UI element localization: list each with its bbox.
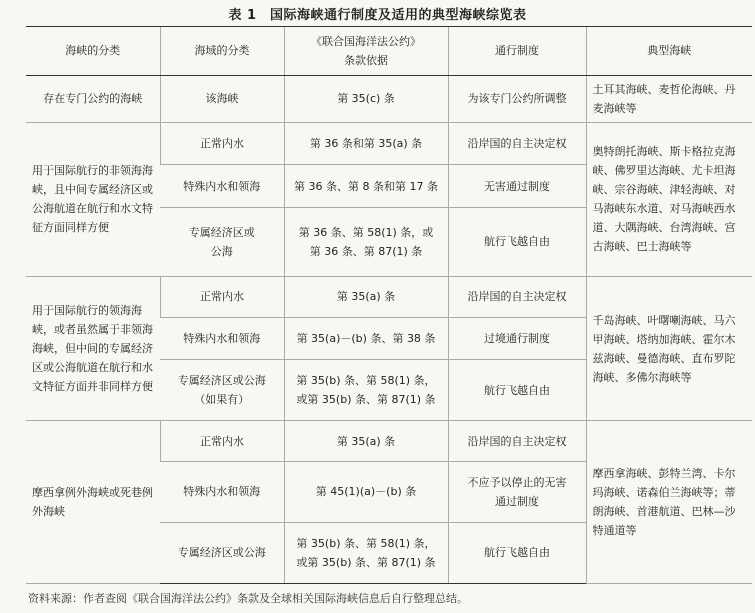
table-row (26, 75, 752, 122)
header-cell: 通行制度 (448, 27, 586, 76)
article-cell: 第 35(a)－(b) 条、第 38 条 (284, 317, 448, 360)
typical-straits-cell: 摩西拿海峡、彭特兰湾、卡尔玛海峡、诺森伯兰海峡等；蒂朗海峡、首港航道、巴林—沙特通道等 (586, 421, 752, 584)
article-cell: 第 35(b) 条、第 58(1) 条， 或第 35(b) 条、第 87(1) 条 (284, 522, 448, 583)
article-cell: 第 36 条、第 8 条和第 17 条 (284, 165, 448, 208)
sea-area-cell: 正常内水 (160, 277, 284, 318)
table-row (26, 122, 752, 165)
article-cell: 第 45(1)(a)－(b) 条 (284, 462, 448, 523)
sea-area-cell: 正常内水 (160, 421, 284, 462)
header-row (26, 27, 752, 76)
header-cell: 海峡的分类 (26, 27, 160, 76)
sea-area-cell: 专属经济区或 公海 (160, 207, 284, 276)
sea-area-cell: 特殊内水和领海 (160, 462, 284, 523)
article-cell: 第 35(c) 条 (284, 75, 448, 122)
strait-category-cell: 用于国际航行的领海海峡，或者虽然属于非领海海峡，但中间的专属经济区或公海航道在航行和水文特征方面并非同样方便 (26, 277, 160, 421)
sea-area-cell: 特殊内水和领海 (160, 165, 284, 208)
header-cell: 典型海峡 (586, 27, 752, 76)
table-row (26, 421, 752, 462)
passage-regime-cell: 航行飞越自由 (448, 522, 586, 583)
passage-regime-cell: 为该专门公约所调整 (448, 75, 586, 122)
header-cell: 《联合国海洋法公约》 条款依据 (284, 27, 448, 76)
table-title: 表 1 国际海峡通行制度及适用的典型海峡综览表 (228, 8, 527, 23)
table-row (26, 277, 752, 318)
passage-regime-cell: 无害通过制度 (448, 165, 586, 208)
sea-area-cell: 专属经济区或公海 （如果有） (160, 360, 284, 421)
article-cell: 第 35(b) 条、第 58(1) 条， 或第 35(b) 条、第 87(1) 条 (284, 360, 448, 421)
sea-area-cell: 特殊内水和领海 (160, 317, 284, 360)
article-cell: 第 36 条、第 58(1) 条，或 第 36 条、第 87(1) 条 (284, 207, 448, 276)
source-note: 资料来源：作者查阅《联合国海洋法公约》条款及全球相关国际海峡信息后自行整理总结。 (28, 592, 468, 605)
passage-regime-cell: 过境通行制度 (448, 317, 586, 360)
sea-area-cell: 正常内水 (160, 122, 284, 165)
passage-regime-cell: 沿岸国的自主决定权 (448, 122, 586, 165)
sea-area-cell: 专属经济区或公海 (160, 522, 284, 583)
typical-straits-cell: 奥特朗托海峡、斯卡格拉克海峡、佛罗里达海峡、尤卡坦海峡、宗谷海峡、津轻海峡、对马海峡东水道、对马海峡西水道、大隅海峡、台湾海峡、宫古海峡、巴士海峡等 (586, 122, 752, 276)
article-cell: 第 36 条和第 35(a) 条 (284, 122, 448, 165)
passage-regime-cell: 不应予以停止的无害 通过制度 (448, 462, 586, 523)
passage-regime-cell: 航行飞越自由 (448, 207, 586, 276)
article-cell: 第 35(a) 条 (284, 277, 448, 318)
passage-regime-cell: 沿岸国的自主决定权 (448, 421, 586, 462)
header-cell: 海域的分类 (160, 27, 284, 76)
sea-area-cell: 该海峡 (160, 75, 284, 122)
passage-regime-cell: 沿岸国的自主决定权 (448, 277, 586, 318)
typical-straits-cell: 千岛海峡、叶曙喇海峡、马六甲海峡、塔纳加海峡、霍尔木兹海峡、曼德海峡、直布罗陀海峡、多佛尔海峡等 (586, 277, 752, 421)
strait-table (26, 26, 752, 584)
strait-category-cell: 存在专门公约的海峡 (26, 75, 160, 122)
strait-category-cell: 用于国际航行的非领海海峡，且中间专属经济区或公海航道在航行和水文特征方面同样方便 (26, 122, 160, 276)
passage-regime-cell: 航行飞越自由 (448, 360, 586, 421)
article-cell: 第 35(a) 条 (284, 421, 448, 462)
strait-category-cell: 摩西拿例外海峡或死巷例外海峡 (26, 421, 160, 584)
typical-straits-cell: 土耳其海峡、麦哲伦海峡、丹麦海峡等 (586, 75, 752, 122)
